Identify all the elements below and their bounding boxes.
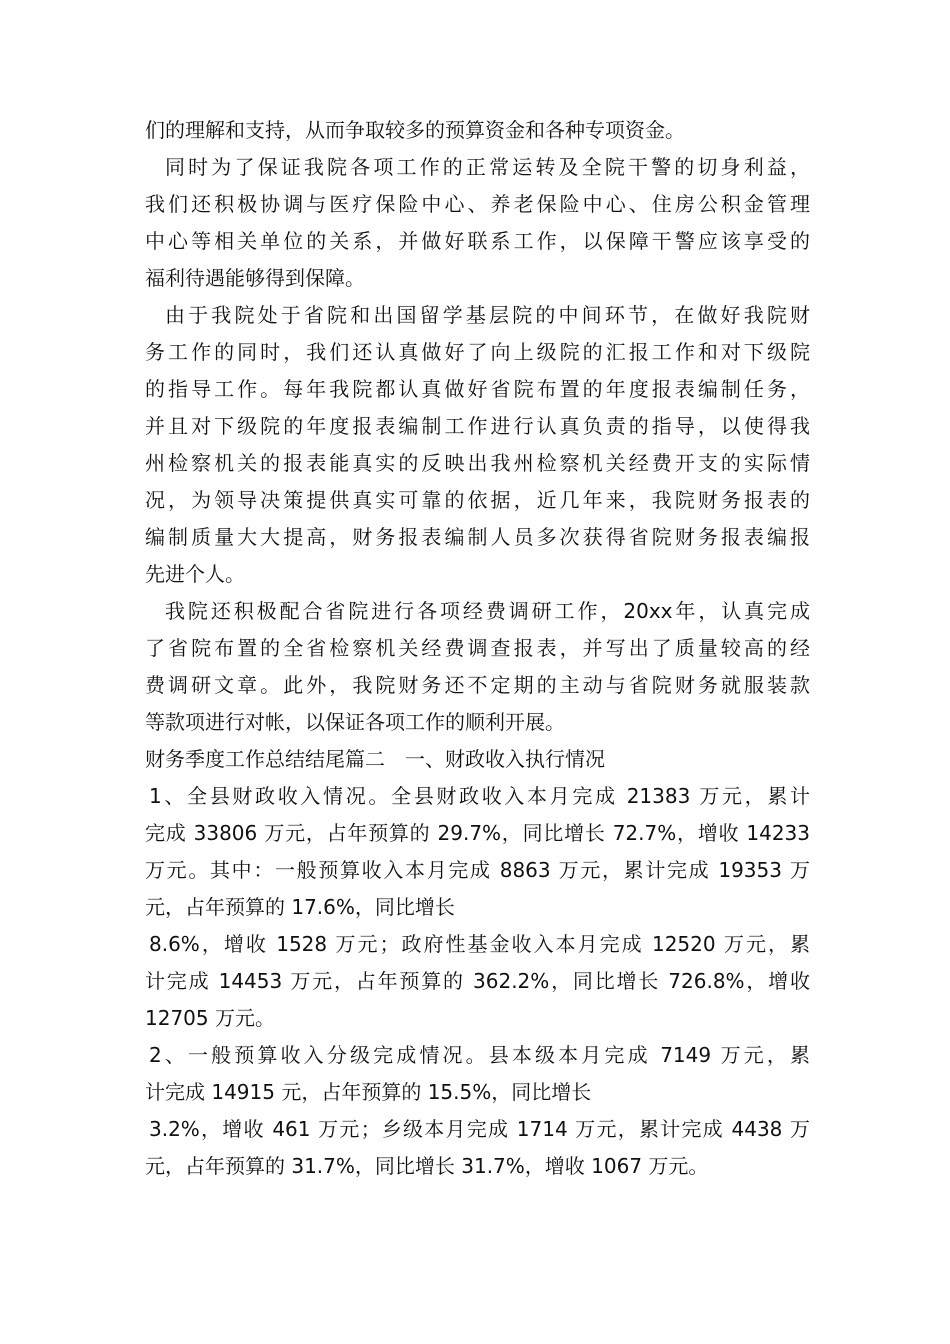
text-line: 元，占年预算的 17.6%，同比增长 (145, 895, 455, 919)
text-line: 由于我院处于省院和出国留学基层院的中间环节，在做好我院财 (165, 303, 810, 327)
text-line: 2、一般预算收入分级完成情况。县本级本月完成 7149 万元，累 (149, 1043, 810, 1067)
text-line: 并且对下级院的年度报表编制工作进行认真负责的指导，以使得我 (145, 414, 810, 438)
text-line: 12705 万元。 (145, 1006, 275, 1030)
text-line: 计完成 14453 万元，占年预算的 362.2%，同比增长 726.8%，增收 (145, 969, 810, 993)
text-line: 8.6%，增收 1528 万元；政府性基金收入本月完成 12520 万元，累 (149, 932, 810, 956)
text-line: 我院还积极配合省院进行各项经费调研工作，20xx年，认真完成 (165, 599, 810, 623)
text-line: 我们还积极协调与医疗保险中心、养老保险中心、住房公积金管理 (145, 192, 810, 216)
section-heading: 财务季度工作总结结尾篇二 一、财政收入执行情况 (145, 747, 605, 771)
text-line: 们的理解和支持，从而争取较多的预算资金和各种专项资金。 (145, 118, 685, 142)
text-line: 完成 33806 万元，占年预算的 29.7%，同比增长 72.7%，增收 14233 (145, 821, 810, 845)
text-line: 的指导工作。每年我院都认真做好省院布置的年度报表编制任务， (145, 377, 810, 401)
text-line: 中心等相关单位的关系，并做好联系工作，以保障干警应该享受的 (145, 229, 810, 253)
text-line: 编制质量大大提高，财务报表编制人员多次获得省院财务报表编报 (145, 525, 810, 549)
text-line: 1、全县财政收入情况。全县财政收入本月完成 21383 万元，累计 (149, 784, 810, 808)
text-line: 务工作的同时，我们还认真做好了向上级院的汇报工作和对下级院 (145, 340, 810, 364)
text-line: 3.2%，增收 461 万元；乡级本月完成 1714 万元，累计完成 4438 万 (149, 1117, 810, 1141)
text-line: 等款项进行对帐，以保证各项工作的顺利开展。 (145, 710, 565, 734)
text-line: 计完成 14915 元，占年预算的 15.5%，同比增长 (145, 1080, 592, 1104)
text-line: 了省院布置的全省检察机关经费调查报表，并写出了质量较高的经 (145, 636, 810, 660)
text-line: 万元。其中：一般预算收入本月完成 8863 万元，累计完成 19353 万 (145, 858, 810, 882)
text-line: 州检察机关的报表能真实的反映出我州检察机关经费开支的实际情 (145, 451, 810, 475)
text-line: 先进个人。 (145, 562, 245, 586)
text-line: 况，为领导决策提供真实可靠的依据，近几年来，我院财务报表的 (145, 488, 810, 512)
text-line: 福利待遇能够得到保障。 (145, 266, 365, 290)
text-line: 费调研文章。此外，我院财务还不定期的主动与省院财务就服装款 (145, 673, 810, 697)
text-line: 元，占年预算的 31.7%，同比增长 31.7%，增收 1067 万元。 (145, 1154, 709, 1178)
document-body (145, 112, 810, 1185)
text-line: 同时为了保证我院各项工作的正常运转及全院干警的切身利益， (165, 155, 810, 179)
